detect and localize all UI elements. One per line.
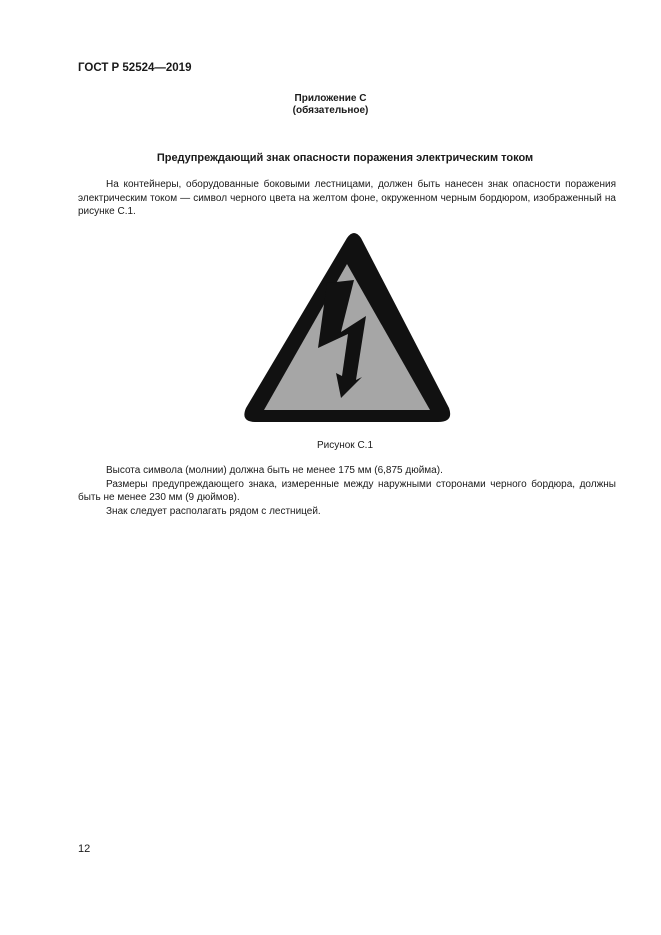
page-number: 12: [78, 843, 91, 855]
document-header: ГОСТ Р 52524—2019: [78, 62, 192, 74]
appendix-status: (обязательное): [292, 105, 369, 116]
electric-hazard-icon: [238, 230, 456, 428]
size-requirement: Размеры предупреждающего знака, измеренные между наружными сторонами черного бордюра, должны быть не менее 230 мм (9 дюймов).: [78, 478, 616, 503]
intro-paragraph: [78, 178, 616, 219]
placement-requirement: Знак следует располагать рядом с лестницей.: [106, 505, 321, 517]
intro-text: На контейнеры, оборудованные боковыми лестницами, должен быть нанесен знак опасности поражения электрическим током — символ черного цвета на желтом фоне, окруженном черным бордюром, изображенный на рисунке С.1.: [78, 179, 616, 217]
appendix-heading: [0, 93, 661, 117]
section-title: Предупреждающий знак опасности поражения электрическим током: [156, 152, 534, 164]
figure-caption: Рисунок С.1: [316, 440, 374, 451]
appendix-label: Приложение С: [294, 93, 367, 104]
warning-sign-figure: [238, 230, 456, 428]
height-requirement: Высота символа (молнии) должна быть не менее 175 мм (6,875 дюйма).: [106, 465, 443, 476]
requirements-block: [78, 464, 616, 518]
